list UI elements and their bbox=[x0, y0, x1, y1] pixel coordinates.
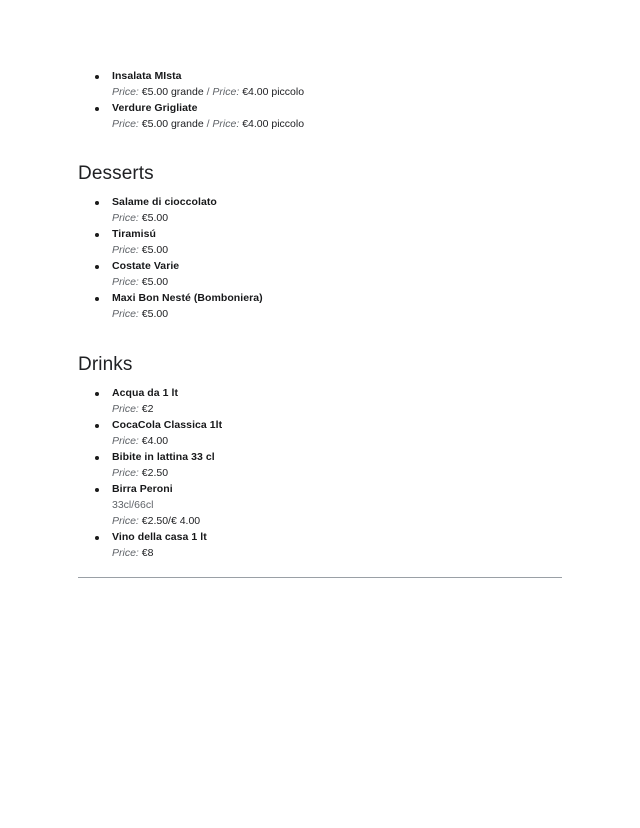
section-heading: Drinks bbox=[78, 354, 133, 375]
menu-section bbox=[78, 353, 562, 561]
menu-item bbox=[78, 449, 562, 481]
price-value: €4.00 bbox=[141, 435, 169, 447]
price-value: €2 bbox=[141, 403, 154, 415]
price-label: Price: bbox=[112, 308, 139, 320]
price-label: Price: bbox=[112, 244, 139, 256]
menu-content bbox=[78, 68, 562, 561]
menu-item bbox=[78, 226, 562, 258]
item-price bbox=[112, 274, 562, 290]
menu-item bbox=[78, 194, 562, 226]
menu-item bbox=[78, 481, 562, 529]
price-value: €5.00 bbox=[141, 308, 169, 320]
price-label: Price: bbox=[212, 86, 240, 98]
price-label: Price: bbox=[112, 212, 139, 224]
menu-item bbox=[78, 417, 562, 449]
item-price bbox=[112, 242, 562, 258]
menu-item bbox=[78, 68, 562, 100]
item-name: Acqua da 1 lt bbox=[112, 387, 178, 399]
menu-item bbox=[78, 258, 562, 290]
item-name: Bibite in lattina 33 cl bbox=[112, 451, 215, 463]
item-price bbox=[112, 545, 562, 561]
menu-sections bbox=[78, 162, 562, 561]
item-name: Costate Varie bbox=[112, 260, 180, 272]
item-price bbox=[112, 513, 562, 529]
footer-divider bbox=[78, 577, 562, 578]
menu-item bbox=[78, 529, 562, 561]
item-name: Verdure Grigliate bbox=[112, 102, 198, 114]
item-name: CocaCola Classica 1lt bbox=[112, 419, 223, 431]
item-price bbox=[112, 433, 562, 449]
price-value: €5.00 grande bbox=[141, 86, 204, 98]
item-price bbox=[112, 306, 562, 322]
price-label: Price: bbox=[112, 118, 139, 130]
price-label: Price: bbox=[112, 276, 139, 288]
price-separator: / bbox=[203, 86, 213, 98]
item-price bbox=[112, 401, 562, 417]
menu-item bbox=[78, 385, 562, 417]
price-label: Price: bbox=[112, 435, 139, 447]
price-label: Price: bbox=[212, 118, 240, 130]
price-value: €8 bbox=[141, 547, 154, 559]
item-price bbox=[112, 84, 562, 100]
item-price bbox=[112, 465, 562, 481]
item-name: Insalata MIsta bbox=[112, 70, 182, 82]
menu-item bbox=[78, 100, 562, 132]
price-value: €5.00 bbox=[141, 276, 169, 288]
price-value: €2.50 bbox=[141, 467, 169, 479]
item-price bbox=[112, 116, 562, 132]
price-label: Price: bbox=[112, 515, 139, 527]
menu-section bbox=[78, 162, 562, 322]
price-separator: / bbox=[203, 118, 213, 130]
section-heading: Desserts bbox=[78, 163, 154, 184]
item-name: Salame di cioccolato bbox=[112, 196, 217, 208]
item-price bbox=[112, 210, 562, 226]
section-items-list bbox=[78, 385, 562, 561]
price-label: Price: bbox=[112, 86, 139, 98]
price-value: €5.00 grande bbox=[141, 118, 204, 130]
price-value: €2.50/€ 4.00 bbox=[141, 515, 201, 527]
section-items-list bbox=[78, 194, 562, 322]
price-label: Price: bbox=[112, 467, 139, 479]
continued-items-list bbox=[78, 68, 562, 132]
item-subtitle: 33cl/66cl bbox=[112, 499, 154, 511]
menu-item bbox=[78, 290, 562, 322]
item-name: Tiramisú bbox=[112, 228, 156, 240]
price-value: €5.00 bbox=[141, 244, 169, 256]
price-label: Price: bbox=[112, 403, 139, 415]
price-value: €4.00 piccolo bbox=[242, 118, 305, 130]
price-value: €5.00 bbox=[141, 212, 169, 224]
item-name: Birra Peroni bbox=[112, 483, 173, 495]
price-label: Price: bbox=[112, 547, 139, 559]
price-value: €4.00 piccolo bbox=[242, 86, 305, 98]
item-name: Maxi Bon Nesté (Bomboniera) bbox=[112, 292, 263, 304]
item-name: Vino della casa 1 lt bbox=[112, 531, 207, 543]
